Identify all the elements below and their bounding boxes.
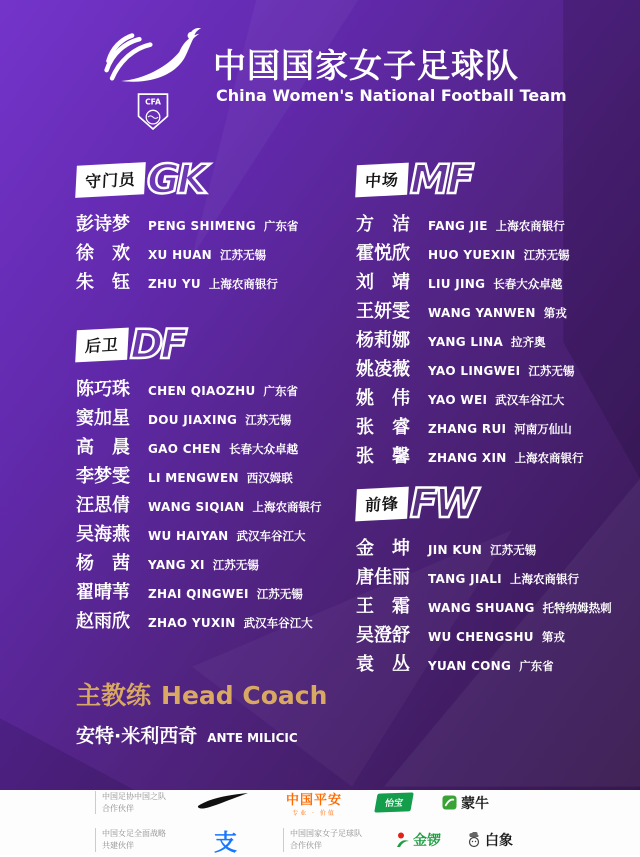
sponsor-label-line2: 合作伙伴 — [102, 803, 134, 813]
coach-block — [76, 676, 327, 748]
player-name-en: ZHAO YUXIN — [148, 616, 236, 630]
player-list-fw — [356, 534, 612, 675]
section-label-zh: 守门员 — [75, 162, 146, 198]
player-name-zh: 刘 靖 — [356, 272, 410, 293]
player-name-en: YAO LINGWEI — [428, 364, 521, 378]
player-name-en: XU HUAN — [148, 248, 213, 262]
phoenix-icon — [103, 26, 203, 86]
section-header-mf — [356, 157, 584, 203]
section-gk — [76, 157, 299, 293]
player-name-en: WANG YANWEN — [428, 306, 536, 320]
player-club: 广东省 — [263, 219, 299, 233]
player-name-en: LI MENGWEN — [148, 471, 239, 485]
player-name-zh: 唐佳丽 — [356, 567, 410, 588]
player-name-en: YAO WEI — [428, 393, 488, 407]
baixiang-logo — [467, 830, 513, 850]
sponsor-label-line2: 合作伙伴 — [290, 841, 322, 850]
player-name-en: GAO CHEN — [148, 442, 222, 456]
pingan-logo — [286, 789, 342, 817]
player-name-zh: 姚 伟 — [356, 388, 410, 409]
player-name-zh: 金 坤 — [356, 538, 410, 559]
mengniu-text: 蒙牛 — [461, 795, 490, 812]
player-name-en: ZHU YU — [148, 277, 201, 291]
section-df — [76, 322, 322, 632]
player-club: 托特纳姆热刺 — [542, 601, 612, 615]
player-club: 武汉车谷江大 — [236, 529, 306, 543]
coach-name — [76, 721, 327, 748]
player-name-zh: 霍悦欣 — [356, 243, 410, 264]
player-name-zh: 陈巧珠 — [76, 379, 130, 400]
player-name-en: YANG XI — [148, 558, 205, 572]
sponsor-label-line1: 中国足协中国之队 — [102, 791, 166, 801]
player-name-zh: 汪思倩 — [76, 495, 130, 516]
player-name-zh: 李梦雯 — [76, 466, 130, 487]
jinluo-text: 金锣 — [413, 833, 441, 849]
player-club: 江苏无锡 — [245, 413, 292, 427]
pingan-slogan: 专业 · 价值 — [292, 809, 336, 817]
player-name-zh: 姚凌薇 — [356, 359, 410, 380]
section-mf — [356, 157, 584, 467]
player-club: 广东省 — [519, 659, 554, 673]
page-title-zh: 中国国家女子足球队 — [213, 46, 519, 85]
player-name-en: ZHAI QINGWEI — [148, 587, 249, 601]
player-name-en: YUAN CONG — [428, 659, 512, 673]
cfa-shield-icon — [136, 92, 170, 132]
player-name-zh: 翟晴苇 — [76, 582, 130, 603]
player-name-zh: 吴海燕 — [76, 524, 130, 545]
player-row — [356, 239, 584, 264]
sponsor-label-womens-team — [283, 828, 362, 851]
player-list-mf — [356, 210, 584, 467]
player-row — [356, 534, 612, 559]
section-label-zh: 中场 — [355, 163, 409, 198]
section-label-en: MF — [410, 157, 472, 203]
player-name-zh: 张 睿 — [356, 417, 410, 438]
player-club: 上海农商银行 — [509, 572, 579, 586]
player-club: 上海农商银行 — [495, 219, 565, 233]
player-row — [356, 326, 584, 351]
player-name-en: PENG SHIMENG — [148, 219, 256, 233]
player-name-zh: 朱 钰 — [76, 272, 130, 293]
player-row — [356, 413, 584, 438]
cfa-team-logo — [98, 26, 208, 132]
section-header-df — [76, 322, 321, 368]
player-name-en: HUO YUEXIN — [428, 248, 516, 262]
sponsor-row-2 — [95, 824, 640, 857]
player-name-zh: 方 洁 — [356, 214, 410, 235]
player-row — [76, 210, 299, 235]
player-name-en: LIU JING — [428, 277, 486, 291]
player-club: 江苏无锡 — [490, 543, 537, 557]
player-name-en: ZHANG XIN — [428, 451, 507, 465]
player-list-gk — [76, 210, 299, 293]
player-row — [356, 563, 612, 588]
baixiang-chef-icon — [467, 832, 482, 848]
player-row — [356, 650, 612, 675]
player-row — [356, 384, 584, 409]
player-row — [356, 355, 584, 380]
player-row — [76, 491, 322, 516]
player-name-en: CHEN QIAOZHU — [148, 384, 256, 398]
player-row — [76, 433, 321, 458]
player-row — [76, 239, 298, 264]
player-club: 长春大众卓越 — [493, 277, 563, 291]
sponsor-label-china-team — [95, 791, 166, 814]
player-row — [76, 404, 321, 429]
player-row — [356, 621, 612, 646]
player-club: 江苏无锡 — [528, 364, 575, 378]
player-name-en: YANG LINA — [428, 335, 504, 349]
player-name-zh: 袁 丛 — [356, 654, 410, 675]
mengniu-logo — [442, 793, 489, 813]
sponsor-label-strategic — [95, 828, 166, 851]
player-club: 河南万仙山 — [514, 422, 572, 436]
player-name-en: ZHANG RUI — [428, 422, 507, 436]
player-club: 第戎 — [543, 306, 567, 320]
sponsor-label-line1: 中国女足全面战略 — [102, 829, 166, 839]
player-name-zh: 张 馨 — [356, 446, 410, 467]
player-name-zh: 高 晨 — [76, 437, 130, 458]
player-name-zh: 杨莉娜 — [356, 330, 410, 351]
player-row — [76, 578, 321, 603]
section-fw — [356, 481, 612, 675]
section-label-zh: 后卫 — [75, 328, 129, 363]
player-name-zh: 赵雨欣 — [76, 611, 130, 632]
coach-name-zh: 安特·米利西奇 — [76, 725, 198, 747]
player-club: 第戎 — [541, 630, 565, 644]
jinluo-icon — [396, 832, 410, 848]
player-club: 上海农商银行 — [514, 451, 584, 465]
player-name-en: WANG SHUANG — [428, 601, 535, 615]
player-name-en: WANG SIQIAN — [148, 500, 245, 514]
player-row — [76, 607, 321, 632]
sponsor-row-1 — [95, 789, 640, 817]
player-row — [356, 297, 584, 322]
cfa-abbr: CFA — [145, 97, 161, 107]
player-row — [356, 210, 584, 235]
sponsor-label-line1: 中国国家女子足球队 — [290, 829, 362, 839]
player-name-zh: 王妍雯 — [356, 301, 410, 322]
player-name-zh: 彭诗梦 — [76, 214, 130, 235]
player-club: 武汉车谷江大 — [243, 616, 313, 630]
player-row — [76, 520, 321, 545]
section-header-fw — [356, 481, 612, 527]
player-club: 广东省 — [263, 384, 299, 398]
player-club: 上海农商银行 — [252, 500, 322, 514]
page-title-en: China Women's National Football Team — [216, 86, 567, 105]
player-club: 江苏无锡 — [523, 248, 570, 262]
coach-label-en: Head Coach — [161, 681, 328, 710]
player-name-en: WU CHENGSHU — [428, 630, 534, 644]
sponsor-label-line2: 共建伙伴 — [102, 841, 134, 850]
player-name-zh: 王 霜 — [356, 596, 410, 617]
player-club: 拉齐奥 — [511, 335, 546, 349]
sponsor-bar — [0, 790, 640, 855]
player-name-en: FANG JIE — [428, 219, 488, 233]
player-name-zh: 杨 茜 — [76, 553, 130, 574]
coach-name-en: ANTE MILICIC — [207, 731, 298, 745]
player-row — [76, 462, 321, 487]
section-label-en: GK — [147, 157, 205, 203]
jinluo-logo — [396, 830, 441, 850]
section-label-zh: 前锋 — [355, 487, 409, 522]
player-name-en: WU HAIYAN — [148, 529, 229, 543]
player-name-en: DOU JIAXING — [148, 413, 238, 427]
coach-heading — [76, 676, 327, 712]
player-row — [76, 375, 321, 400]
player-name-en: JIN KUN — [428, 543, 483, 557]
player-club: 江苏无锡 — [256, 587, 303, 601]
player-club: 武汉车谷江大 — [495, 393, 565, 407]
player-list-df — [76, 375, 322, 632]
pingan-text: 中国平安 — [286, 792, 343, 808]
player-club: 上海农商银行 — [208, 277, 278, 291]
player-club: 江苏无锡 — [220, 248, 267, 262]
player-club: 江苏无锡 — [212, 558, 259, 572]
player-row — [356, 442, 584, 467]
nike-logo-icon — [196, 793, 250, 812]
section-header-gk — [76, 157, 298, 203]
mengniu-icon — [442, 795, 457, 810]
baixiang-text: 白象 — [485, 833, 513, 849]
player-club: 长春大众卓越 — [229, 442, 299, 456]
section-label-en: FW — [410, 481, 476, 527]
player-name-zh: 徐 欢 — [76, 243, 130, 264]
player-row — [76, 549, 321, 574]
player-row — [356, 268, 584, 293]
coach-label-zh: 主教练 — [76, 681, 152, 710]
player-name-zh: 吴澄舒 — [356, 625, 410, 646]
player-name-en: TANG JIALI — [428, 572, 502, 586]
player-row — [76, 268, 298, 293]
player-row — [356, 592, 612, 617]
section-label-en: DF — [130, 322, 185, 368]
yibao-logo: 怡宝 — [374, 792, 414, 812]
player-club: 西汉姆联 — [246, 471, 293, 485]
alipay-logo: 支 — [214, 829, 237, 856]
player-name-zh: 窦加星 — [76, 408, 130, 429]
